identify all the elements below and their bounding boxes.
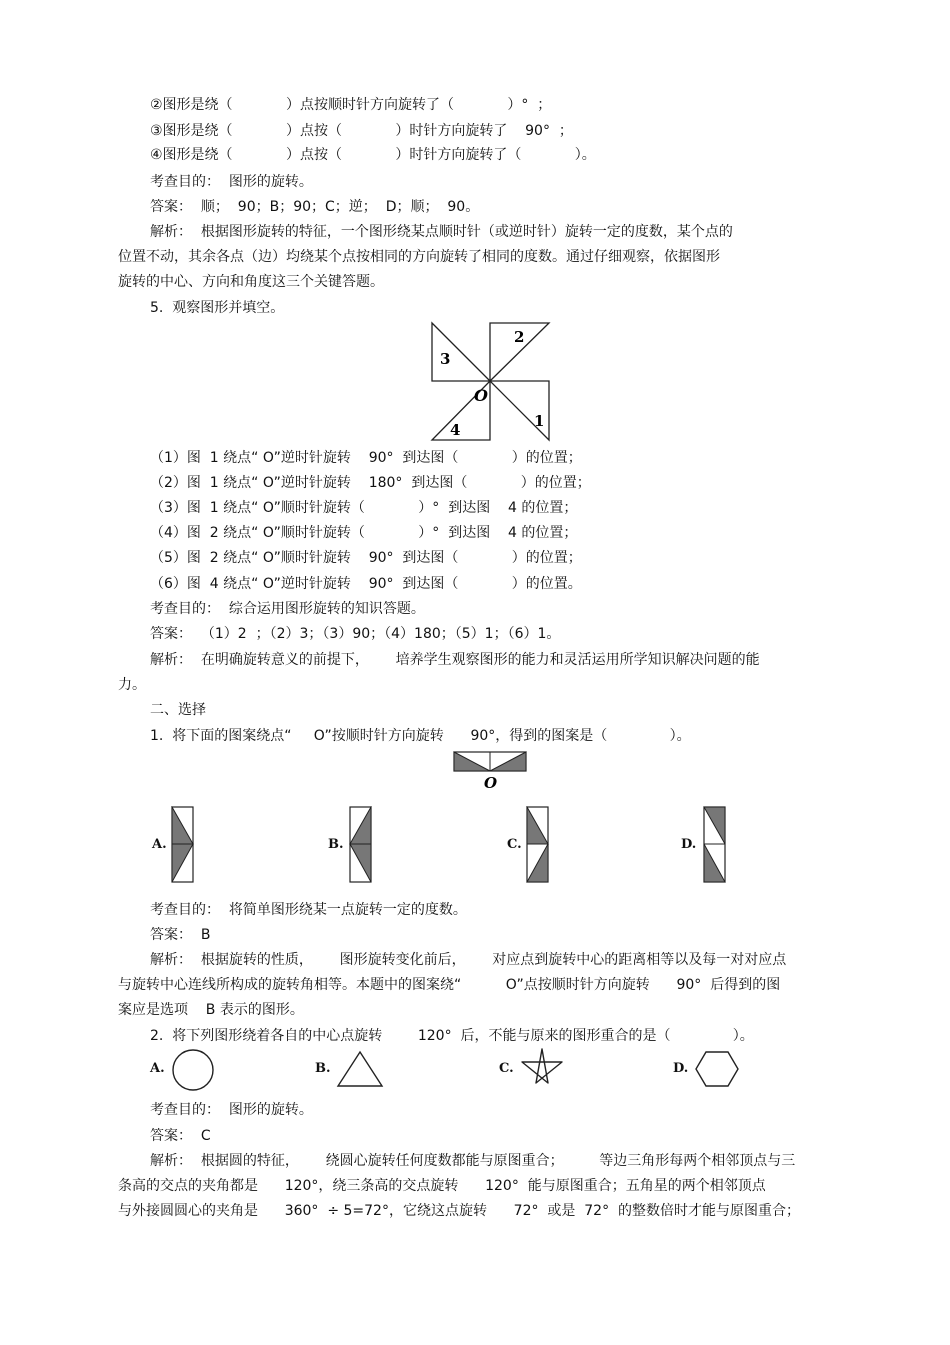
triangle-1	[490, 381, 549, 440]
text-line: 解析： 根据旋转的性质， 图形旋转变化前后， 对应点到旋转中心的距离相等以及每一对对应点	[150, 952, 787, 968]
text-line: 条高的交点的夹角都是 120°，绕三条高的交点旋转 120° 能与原图重合；五角星的两个相邻顶点	[118, 1178, 766, 1194]
text-line: ④图形是绕（ ）点按（ ）时针方向旋转了（ ）。	[150, 147, 596, 163]
option-c-label: C.	[499, 1061, 514, 1076]
text-line: 解析： 根据图形旋转的特征，一个图形绕某点顺时针（或逆时针）旋转一定的度数，某个点的	[150, 224, 733, 240]
text-line: 与旋转中心连线所构成的旋转角相等。本题中的图案绕“ O”点按顺时针方向旋转 90° 后得到的图	[118, 977, 781, 993]
circle-figure[interactable]	[170, 1047, 216, 1093]
text-line: （3）图 1 绕点“ O”顺时针旋转（ ）° 到达图 4 的位置；	[150, 500, 578, 516]
text-line: 案应是选项 B 表示的图形。	[118, 1002, 304, 1018]
text-line: 二、选择	[150, 702, 206, 718]
text-line: 考查目的： 综合运用图形旋转的知识答题。	[150, 601, 425, 617]
q1-source-pattern	[452, 750, 528, 790]
option-d-label: D.	[673, 1061, 689, 1076]
text-line: 答案： （1）2 ；（2）3；（3）90；（4）180；（5）1；（6）1。	[150, 626, 561, 642]
text-line: （6）图 4 绕点“ O”逆时针旋转 90° 到达图（ ）的位置。	[150, 576, 582, 592]
text-line: 力。	[118, 677, 146, 693]
text-line: 解析： 根据圆的特征， 绕圆心旋转任何度数都能与原图重合； 等边三角形每两个相邻顶点与三	[150, 1153, 796, 1169]
text-line: 答案： C	[150, 1128, 211, 1144]
center-label: O	[484, 774, 498, 790]
text-line: 考查目的： 图形的旋转。	[150, 1102, 313, 1118]
text-line: 考查目的： 图形的旋转。	[150, 174, 313, 190]
text-line: （1）图 1 绕点“ O”逆时针旋转 90° 到达图（ ）的位置；	[150, 450, 582, 466]
text-line: 解析： 在明确旋转意义的前提下， 培养学生观察图形的能力和灵活运用所学知识解决问题的能	[150, 652, 760, 668]
text-line: 2. 将下列图形绕着各自的中心点旋转 120° 后，不能与原来的图形重合的是（ ）。	[150, 1028, 754, 1044]
text-line: （5）图 2 绕点“ O”顺时针旋转 90° 到达图（ ）的位置；	[150, 550, 582, 566]
label-3: 3	[440, 350, 451, 368]
option-d-label: D.	[681, 837, 697, 852]
text-line: 位置不动，其余各点（边）均绕某个点按相同的方向旋转了相同的度数。通过仔细观察，依据图形	[118, 249, 720, 265]
center-label: O	[474, 386, 488, 405]
text-line: （4）图 2 绕点“ O”顺时针旋转（ ）° 到达图 4 的位置；	[150, 525, 578, 541]
text-line: 答案： B	[150, 927, 211, 943]
label-1: 1	[534, 412, 545, 430]
label-2: 2	[514, 328, 525, 346]
option-d-figure[interactable]	[703, 806, 727, 884]
text-line: 与外接圆圆心的夹角是 360° ÷ 5=72°，它绕这点旋转 72° 或是 72° 的整数倍时才能与原图重合；	[118, 1203, 800, 1219]
text-line: 答案： 顺； 90；B；90；C；逆； D；顺； 90。	[150, 199, 480, 215]
triangle-figure[interactable]	[335, 1049, 385, 1089]
text-line: ②图形是绕（ ）点按顺时针方向旋转了（ ）° ；	[150, 97, 552, 113]
option-a-label: A.	[152, 837, 167, 852]
option-a-figure[interactable]	[171, 806, 195, 884]
text-line: 旋转的中心、方向和角度这三个关键答题。	[118, 274, 384, 290]
star-figure[interactable]	[519, 1047, 565, 1091]
option-b-label: B.	[315, 1061, 331, 1076]
pinwheel-figure	[428, 319, 554, 443]
option-c-label: C.	[507, 837, 522, 852]
text-line: 5. 观察图形并填空。	[150, 300, 285, 316]
text-line: 1. 将下面的图案绕点“ O”按顺时针方向旋转 90°，得到的图案是（ ）。	[150, 728, 691, 744]
option-b-figure[interactable]	[349, 806, 373, 884]
text-line: 考查目的： 将简单图形绕某一点旋转一定的度数。	[150, 902, 467, 918]
hexagon-figure[interactable]	[694, 1050, 740, 1088]
option-a-label: A.	[150, 1061, 165, 1076]
option-c-figure[interactable]	[526, 806, 550, 884]
text-line: （2）图 1 绕点“ O”逆时针旋转 180° 到达图（ ）的位置；	[150, 475, 591, 491]
option-b-label: B.	[328, 837, 344, 852]
label-4: 4	[450, 421, 461, 439]
text-line: ③图形是绕（ ）点按（ ）时针方向旋转了 90° ；	[150, 123, 573, 139]
